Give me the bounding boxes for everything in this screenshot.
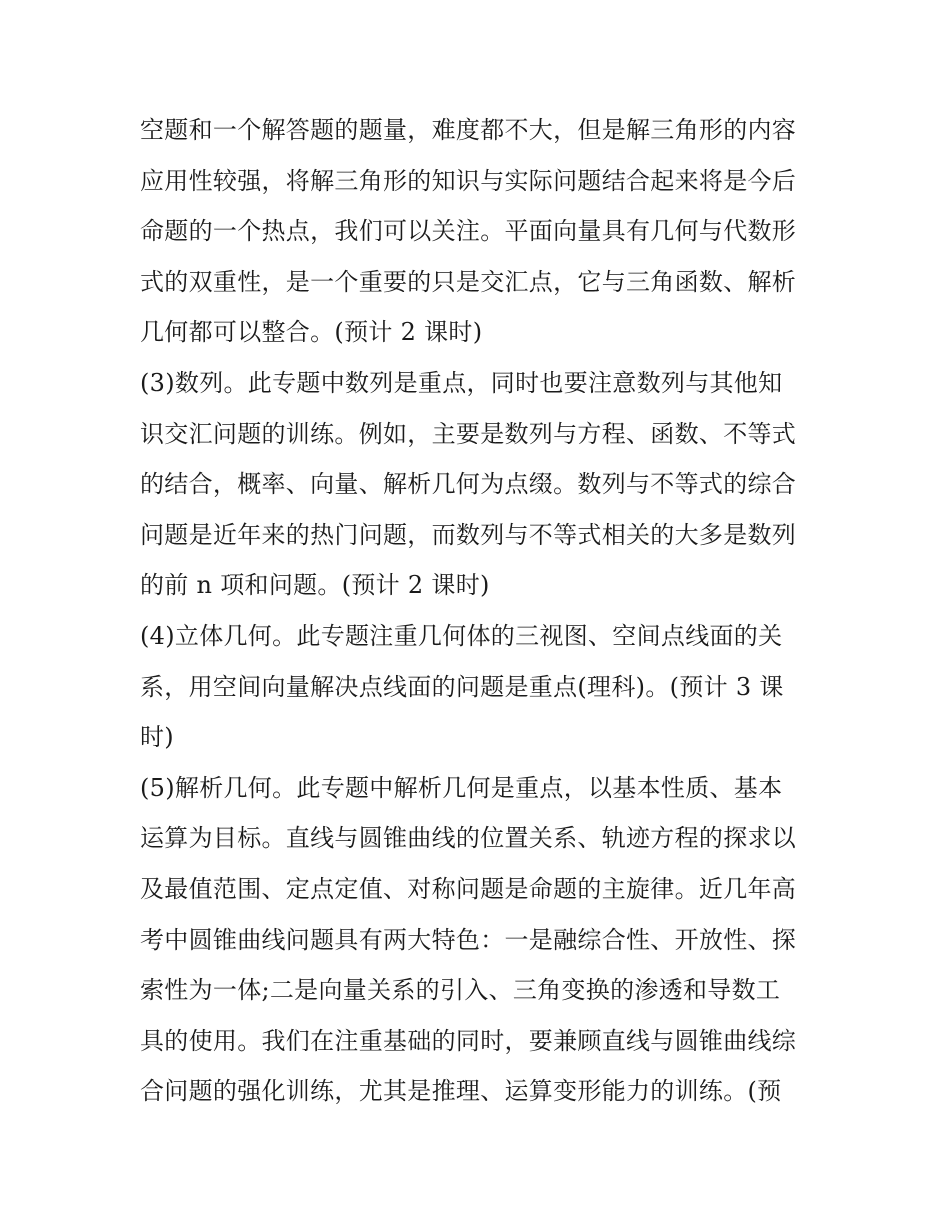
text-line: 应用性较强，将解三角形的知识与实际问题结合起来将是今后 — [140, 166, 797, 195]
text-line: (5)解析几何。此专题中解析几何是重点，以基本性质、基本 — [140, 773, 783, 802]
text-line: 的前 n 项和问题。(预计 2 课时) — [140, 571, 490, 600]
text-line: 系，用空间向量解决点线面的问题是重点(理科)。(预计 3 课 — [140, 672, 784, 701]
text-line: 时) — [140, 723, 174, 752]
text-line: 命题的一个热点，我们可以关注。平面向量具有几何与代数形 — [140, 217, 797, 246]
text-line: 问题是近年来的热门问题，而数列与不等式相关的大多是数列 — [140, 520, 797, 549]
text-line: (4)立体几何。此专题注重几何体的三视图、空间点线面的关 — [140, 621, 783, 650]
text-line: 合问题的强化训练，尤其是推理、运算变形能力的训练。(预 — [140, 1077, 782, 1106]
text-line: 具的使用。我们在注重基础的同时，要兼顾直线与圆锥曲线综 — [140, 1026, 797, 1055]
text-line: 及最值范围、定点定值、对称问题是命题的主旋律。近几年高 — [140, 874, 797, 903]
text-line: 式的双重性，是一个重要的只是交汇点，它与三角函数、解析 — [140, 267, 797, 296]
text-line: 的结合，概率、向量、解析几何为点缀。数列与不等式的综合 — [140, 470, 797, 499]
text-line: 空题和一个解答题的题量，难度都不大，但是解三角形的内容 — [140, 116, 797, 144]
text-line: 识交汇问题的训练。例如，主要是数列与方程、函数、不等式 — [140, 419, 797, 448]
text-line: 考中圆锥曲线问题具有两大特色：一是融综合性、开放性、探 — [140, 925, 797, 954]
text-line: (3)数列。此专题中数列是重点，同时也要注意数列与其他知 — [140, 368, 783, 397]
text-line: 几何都可以整合。(预计 2 课时) — [140, 318, 483, 347]
text-line: 运算为目标。直线与圆锥曲线的位置关系、轨迹方程的探求以 — [140, 824, 797, 853]
text-line: 索性为一体;二是向量关系的引入、三角变换的渗透和导数工 — [140, 976, 781, 1005]
body-text — [140, 105, 820, 1117]
